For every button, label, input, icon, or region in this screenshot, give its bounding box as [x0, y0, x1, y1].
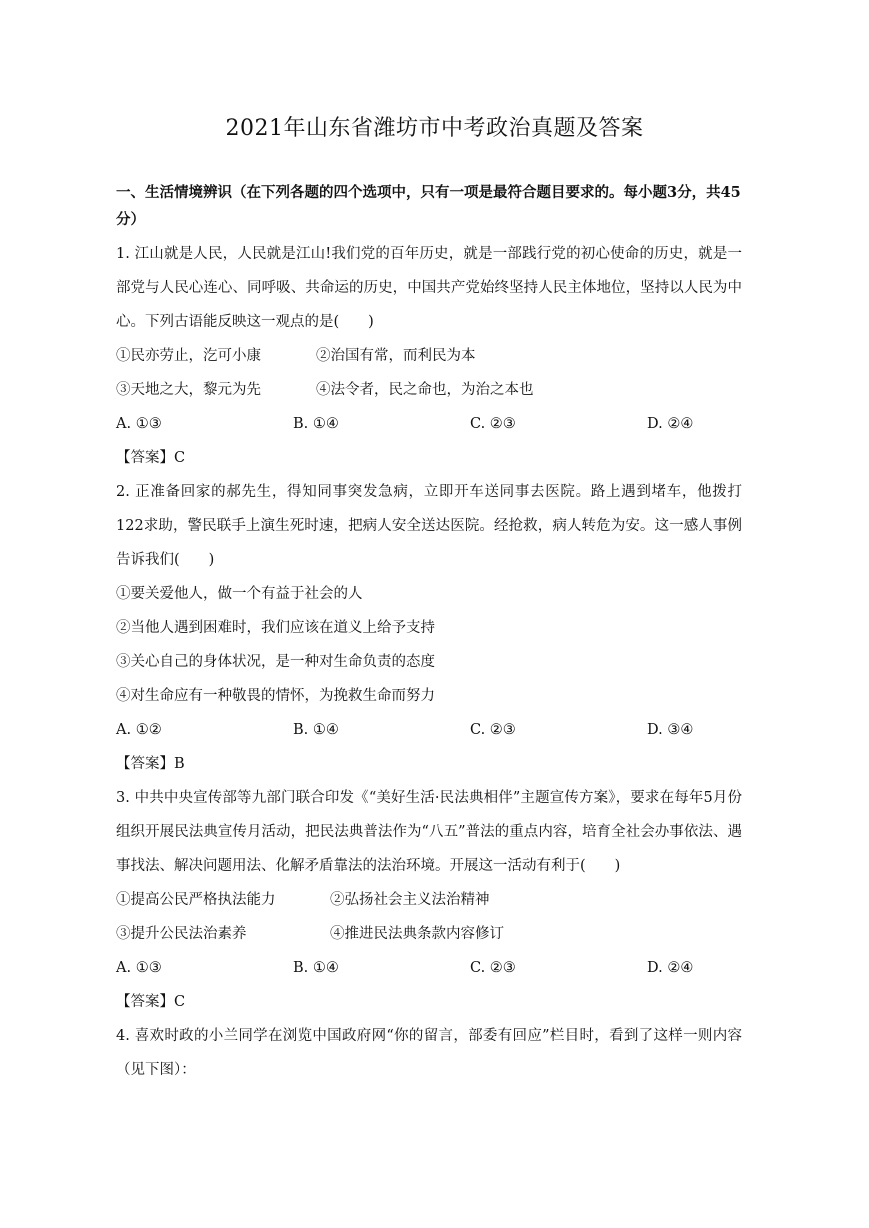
document-body [116, 179, 742, 1087]
choice-a: A. ①③ [116, 416, 162, 432]
choice-d: D. ②④ [647, 960, 694, 976]
statement: ①要关爱他人，做一个有益于社会的人 [116, 586, 363, 602]
statement: ②治国有常，而利民为本 [316, 348, 476, 364]
question-1-statements-row-2 [116, 373, 742, 407]
question-2-answer: 【答案】B [116, 756, 185, 772]
choice-d: D. ②④ [647, 416, 694, 432]
question-1-choices [116, 407, 742, 441]
choice-b: B. ①④ [293, 416, 339, 432]
question-3-statements-row-2 [116, 917, 742, 951]
statement: ②弘扬社会主义法治精神 [330, 892, 490, 908]
question-2-choices [116, 713, 742, 747]
choice-b: B. ①④ [293, 722, 339, 738]
statement: ④推进民法典条款内容修订 [330, 926, 504, 942]
question-3-answer: 【答案】C [116, 994, 186, 1010]
question-3-stem: 3. 中共中央宣传部等九部门联合印发《“美好生活·民法典相伴”主题宣传方案》，要求在每年5月份组织开展民法典宣传月活动，把民法典普法作为“八五”普法的重点内容，培育全社会办事依法、遇事找法、解决问题用法、化解矛盾靠法的法治环境。开展这一活动有利于( ) [116, 790, 742, 874]
statement: ②当他人遇到困难时，我们应该在道义上给予支持 [116, 620, 435, 636]
statement: ③天地之大，黎元为先 [116, 382, 261, 398]
statement: ④对生命应有一种敬畏的情怀，为挽救生命而努力 [116, 688, 435, 704]
statement: ③提升公民法治素养 [116, 926, 247, 942]
page-title: 2021年山东省潍坊市中考政治真题及答案 [225, 116, 644, 141]
choice-b: B. ①④ [293, 960, 339, 976]
choice-c: C. ②③ [470, 722, 516, 738]
question-3-choices [116, 951, 742, 985]
choice-a: A. ①③ [116, 960, 162, 976]
choice-c: C. ②③ [470, 960, 516, 976]
question-1-stem: 1. 江山就是人民，人民就是江山!我们党的百年历史，就是一部践行党的初心使命的历史，就是一部党与人民心连心、同呼吸、共命运的历史，中国共产党始终坚持人民主体地位，坚持以人民为中心。下列古语能反映这一观点的是( ) [116, 246, 742, 330]
statement: ③关心自己的身体状况，是一种对生命负责的态度 [116, 654, 435, 670]
question-1-statements-row-1 [116, 339, 742, 373]
choice-a: A. ①② [116, 722, 162, 738]
choice-d: D. ③④ [647, 722, 694, 738]
question-2-stem: 2. 正准备回家的郝先生，得知同事突发急病，立即开车送同事去医院。路上遇到堵车，他拨打122求助，警民联手上演生死时速，把病人安全送达医院。经抢救，病人转危为安。这一感人事例告诉我们( ) [116, 484, 742, 568]
choice-c: C. ②③ [470, 416, 516, 432]
statement: ①提高公民严格执法能力 [116, 892, 276, 908]
question-4-stem: 4. 喜欢时政的小兰同学在浏览中国政府网“你的留言，部委有回应”栏目时，看到了这样一则内容（见下图）： [116, 1028, 742, 1078]
statement: ①民亦劳止，汔可小康 [116, 348, 261, 364]
question-1-answer: 【答案】C [116, 450, 186, 466]
question-3-statements-row-1 [116, 883, 742, 917]
statement: ④法令者，民之命也，为治之本也 [316, 382, 534, 398]
section-heading: 一、生活情境辨识（在下列各题的四个选项中，只有一项是最符合题目要求的。每小题3分，共45分） [116, 184, 741, 228]
